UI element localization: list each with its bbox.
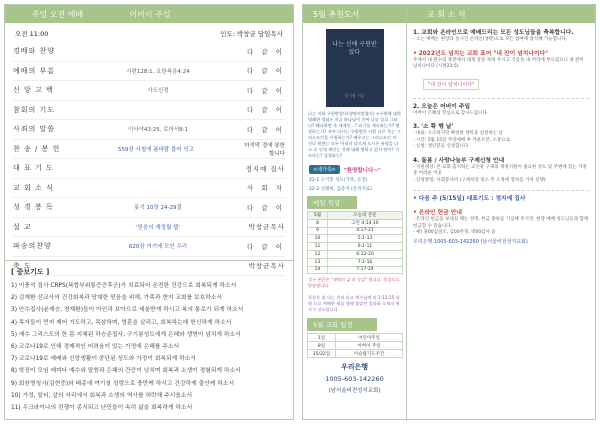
order-item-role: 다 같 이 bbox=[247, 47, 285, 56]
reading-text: 7:1-16 bbox=[328, 258, 403, 266]
worship-subtitle: 어버이 주일 bbox=[129, 9, 171, 19]
reading-text: 고린 4:14-16 bbox=[328, 219, 403, 227]
order-item-name: 참회의 기도 bbox=[13, 105, 56, 114]
order-item-role: 다 같 이 bbox=[247, 106, 285, 115]
order-item-name: 예배의 부름 bbox=[13, 66, 56, 75]
order-item-name: 파송의찬양 bbox=[13, 242, 52, 251]
order-item-name: 성 경 봉 독 bbox=[13, 203, 54, 212]
news-item bbox=[413, 50, 589, 92]
welcome-text: "환영합니다~" bbox=[343, 167, 381, 174]
online-bank-info: 우리은행 1005-603-142260 (남서울비전성지교회) bbox=[413, 238, 528, 245]
welcome-row bbox=[303, 163, 406, 176]
order-row bbox=[13, 140, 285, 160]
prayer-item: 6) 코로나19로 인해 경제적인 어려움이 있는 가정에 은혜를 주소서 bbox=[11, 344, 180, 351]
order-row bbox=[13, 101, 285, 121]
order-item-role: 다 같 이 bbox=[247, 86, 285, 95]
order-row bbox=[13, 120, 285, 140]
new-family-2: 22-2 신태희, 김준지 (온리지로) bbox=[309, 187, 372, 192]
order-item-detail: 룻기 10장 24-29절 bbox=[134, 205, 182, 212]
news-item-heading: • 온라인 헌금 안내 bbox=[413, 210, 462, 216]
news-item-heading: 3. '소 확 행 날' bbox=[413, 124, 454, 130]
order-item-detail: '믿음의 계정월 웹' bbox=[136, 224, 180, 231]
order-row bbox=[13, 159, 285, 179]
news-item-body: - 신청방법: 사회봉사비 (구제처장 정소 추 소정에 절차를 거쳐 실행) bbox=[413, 177, 546, 183]
reading-day: 11 bbox=[308, 243, 328, 251]
reading-row bbox=[308, 258, 403, 266]
order-item-role: 다 같 이 bbox=[247, 242, 285, 251]
news-item-heading: • 다음 주 (5/15일) 대표기도 : 정지예 집사 bbox=[413, 196, 526, 202]
prayer-item: 7) 코로나19로 예배와 신앙생활이 중단된 성도와 가정이 회복되게 하소서 bbox=[11, 356, 196, 363]
worship-order-list bbox=[5, 42, 293, 276]
worship-leader: 인도: 박창균 담임목사 bbox=[220, 30, 283, 38]
order-item-name: 축 도 bbox=[13, 261, 32, 270]
daily-reading-table bbox=[307, 211, 403, 274]
prayer-item: 10) 가정, 일터, 살의 자리에서 회복과 소생의 역사를 허락해 주시옵소서 bbox=[11, 392, 193, 399]
order-item-role: 다 같 이 bbox=[247, 203, 285, 212]
news-item-heading: 2. 오늘은 어버이 주일 bbox=[413, 103, 471, 110]
order-item-detail: 이사야43:25, 로마서8:1 bbox=[127, 127, 189, 134]
news-item-heading: 1. 교회와 온라인으로 예배드리는 모든 성도님들을 축복합니다. bbox=[413, 30, 574, 36]
news-title: 교 회 소 식 bbox=[427, 9, 466, 19]
order-item-name: 대 표 기 도 bbox=[13, 164, 54, 173]
news-item bbox=[413, 123, 589, 151]
reading-day: 12 bbox=[308, 250, 328, 258]
prayer-item: 2) 김재환 선교사의 건강회복과 당대한 믿음을 위해, 가족과 현지 교회를 보호하소서 bbox=[11, 295, 223, 302]
reading-row bbox=[308, 227, 403, 235]
bank-holder: (남서울비전성지교회) bbox=[328, 388, 381, 395]
side-column bbox=[303, 5, 407, 421]
order-item-name: 신 앙 고 백 bbox=[13, 86, 54, 95]
news-item bbox=[413, 103, 589, 118]
news-item-body: - 내용: 소소하지만 확실한 행복을 실천하는 날 bbox=[413, 131, 503, 136]
prayer-item: 4) 목자들이 먼저 제어 기도하고, 목삼하며, 영혼을 살리고, 회복하는데 헌신하게 하소서 bbox=[11, 319, 232, 326]
motto-highlight: "내 잔이 넘치나이다" bbox=[423, 79, 479, 90]
reading-row bbox=[308, 219, 403, 227]
new-family-1: 22-1 구기봉 성도(가족, 유진) bbox=[309, 178, 368, 183]
order-item-role: 다 같 이 bbox=[247, 67, 285, 76]
book-author: 송기영 지음 bbox=[344, 93, 365, 98]
reading-day: 8 bbox=[308, 219, 328, 227]
news-item-body: - 온라인 헌금을 보내실 때는 성명, 헌금 종류를 기입해 주시면, 현장 예배 성도님들과 함께 헌금할 수 있습니다. bbox=[413, 217, 589, 229]
reading-row bbox=[308, 266, 403, 274]
news-header bbox=[407, 5, 595, 23]
reading-row bbox=[308, 250, 403, 258]
reading-text: 6:1-11 bbox=[328, 243, 403, 251]
schedule-event: 이슬람기도주간 bbox=[336, 350, 403, 358]
prayer-item: 8) 학장이 모임 매미다 예수와 말씀과 은혜의 간증이 넘치며 회복과 소생이 경험되게 하소서 bbox=[11, 368, 241, 375]
news-item-body: 주께서 내 원수의 목전에서 내게 상을 차려 주시고 기름을 내 머리에 부으셨으니 내 잔이 넘치나이다 (시편23:5) bbox=[413, 57, 584, 69]
worship-header bbox=[5, 5, 293, 23]
reading-note: 성구 본문은 "생명의 삶 과 동일" 합니다. 묵상으로 방장합니다. bbox=[308, 277, 400, 289]
schedule-table bbox=[307, 333, 403, 358]
news-item bbox=[413, 195, 589, 203]
book-description: 나는 지와 구원받았다(생명의말씀사) <구원에 대한 명쾌한 정리> 지금 하나님이 진짜 나를 실로 그러나? 왜냐하면 주 제게인...? 죄기를 계속하는가? 명상하는가? 자주 다시는 구원받은 사람 다은 죽는 그리스도인을 시원하는가? 배우고는 그리스도인 이 신다 원받는 모든 아내의 다르게 도시온 유형을 다스 로 인데 깨닫는 것에 대해 명하고 있지 받아? 기르다는? 성경하는? bbox=[308, 111, 402, 158]
order-item-detail: 620장 여기에 모인 우리 bbox=[128, 244, 188, 251]
order-item-role: 박창균목사 bbox=[248, 262, 285, 271]
reading-day: 14 bbox=[308, 266, 328, 274]
reading-text: 오늘의 본문 bbox=[328, 212, 403, 220]
reading-day: 5월 bbox=[308, 212, 328, 220]
reading-row bbox=[308, 243, 403, 251]
order-item-detail: 사도신경 bbox=[147, 88, 169, 95]
schedule-date: 1일 bbox=[308, 334, 336, 342]
new-family-badge: <새가족> bbox=[309, 165, 340, 174]
schedule-row bbox=[308, 350, 403, 358]
news-divider bbox=[413, 190, 589, 191]
reading-day: 13 bbox=[308, 258, 328, 266]
order-item-detail: 시편128:1, 요한복음4:24 bbox=[126, 68, 190, 75]
news-panel bbox=[302, 4, 596, 420]
order-row bbox=[13, 218, 285, 238]
order-item-name: 사죄의 말씀 bbox=[13, 125, 56, 134]
prayer-item: 1) 이충석 집사 CRPS(복합부위통증증후군)가 치료되어 온전한 건강으로 회복되게 하소서 bbox=[11, 283, 237, 289]
daily-reading-header: 매일 묵상 bbox=[307, 196, 357, 209]
prayer-requests-title: [ 중보기도 ] bbox=[11, 268, 50, 276]
order-row bbox=[13, 237, 285, 257]
worship-info bbox=[5, 23, 293, 42]
news-item bbox=[413, 157, 589, 185]
news-list bbox=[407, 23, 595, 257]
order-item-name: 설 교 bbox=[13, 222, 32, 231]
bank-name: 우리은행 bbox=[340, 363, 369, 372]
worship-order-panel bbox=[4, 4, 294, 420]
order-item-name: 교 회 소 식 bbox=[13, 183, 54, 192]
order-item-role: 다 같 이 bbox=[247, 125, 285, 134]
bank-box bbox=[303, 358, 406, 394]
schedule-date: 8일 bbox=[308, 342, 336, 350]
news-item-body: - 오는 예배는 현장과 실시간 온라인(생방)으로 모든 참여에 참석해 가능합니다. bbox=[413, 37, 568, 42]
schedule-event: 어버이 주일 bbox=[336, 342, 403, 350]
order-row bbox=[13, 62, 285, 82]
worship-title: 주일 오전 예배 bbox=[31, 9, 84, 19]
news-divider bbox=[413, 98, 589, 99]
news-item-body: - 신청: 청년분들 신청합니다 bbox=[413, 144, 469, 149]
news-item-body: - 시간: 5월 15일 주일예배 후 카운트본, 소통으로 bbox=[413, 137, 511, 143]
prayer-item: 9) 회원명칭사(김현중)와 태종에 여기셜 성령으로 충만케 하시고 건강하게 출산케 하소서 bbox=[11, 380, 235, 387]
reading-note-2: 묵상은 잠 되는 진리 되고 예수님께 더 1:11:15 낙원 으로 예배한 제를 향해 쫓았던 결과와 소생의 역사가 선포합니다. bbox=[308, 295, 400, 313]
order-item-role: 사 회 자 bbox=[247, 184, 285, 193]
prayer-item: 3) 안수집사(윤재승, 정재환)들이 아인과 보아으로 세울받게 하시고 복의 통로가 되게 하소서 bbox=[11, 307, 244, 314]
order-item-name: 찬 송 / 봉 헌 bbox=[13, 144, 61, 153]
news-item-body: - 지원대상: 본 교회 출석하는 교인중 구제의 재정지원이 필요한 성도 및 주변에 있는 가정 중 어려운 이웃 bbox=[413, 164, 587, 176]
order-item-role: 마지막 절에 봉헌합니다 bbox=[244, 142, 285, 157]
reading-row bbox=[308, 212, 403, 220]
reading-day: 9 bbox=[308, 227, 328, 235]
order-item-role: 정지예 집사 bbox=[245, 164, 285, 173]
prayer-requests bbox=[5, 260, 293, 414]
prayer-item: 5) 예수 그리스도의 한 몸 지체된 하승준집사, 구기봉성도에게 은혜와 생명이 넘치게 하소서 bbox=[11, 331, 241, 338]
news-item bbox=[413, 29, 589, 44]
news-column bbox=[407, 5, 595, 421]
order-row bbox=[13, 42, 285, 62]
order-item-detail: 559장 사철에 봄바람 불어 잇고 bbox=[118, 146, 194, 153]
order-row bbox=[13, 81, 285, 101]
news-item-heading: 4. 돌봄 / 사랑나눔부 구제신청 안내 bbox=[413, 157, 505, 164]
book-cover bbox=[326, 29, 384, 107]
order-item-role: 박창균목사 bbox=[248, 223, 285, 232]
order-item-name: 경배와 찬양 bbox=[13, 47, 56, 56]
reading-text: 7:17-24 bbox=[328, 266, 403, 274]
recbook-title: 5월 추천도서 bbox=[313, 9, 360, 19]
book-title: 나는 신에 구원받았다 bbox=[332, 41, 377, 56]
order-row bbox=[13, 198, 285, 218]
order-row bbox=[13, 179, 285, 199]
schedule-row bbox=[308, 334, 403, 342]
reading-text: 6:12-20 bbox=[328, 250, 403, 258]
reading-day: 10 bbox=[308, 235, 328, 243]
schedule-date: 15/22일 bbox=[308, 350, 336, 358]
reading-row bbox=[308, 235, 403, 243]
schedule-header: 5월 교회 일정 bbox=[307, 318, 377, 331]
news-item-heading: • 2022년도 넘치는 교회 표어 "내 잔이 넘치나이다" bbox=[413, 50, 549, 57]
schedule-event: 어린이주일 bbox=[336, 334, 403, 342]
news-item-body: 어버이 은혜의 진심으로 감사드립니다. bbox=[413, 110, 489, 116]
bank-account: 1005-603-142260 bbox=[325, 375, 384, 384]
recbook-header bbox=[303, 5, 406, 23]
worship-time: 오전 11:00 bbox=[15, 30, 49, 38]
news-item-body: - 예) 홍00십일조, 김00주정, 박00감사 등 bbox=[413, 230, 496, 235]
reading-text: 5:1-13 bbox=[328, 235, 403, 243]
news-item bbox=[413, 209, 589, 245]
schedule-row bbox=[308, 342, 403, 350]
prayer-item: 11) 우크라이나의 전쟁이 종식되고 난민들이 속히 삶을 회복하게 하소서 bbox=[11, 405, 193, 412]
reading-text: 4:17-21 bbox=[328, 227, 403, 235]
